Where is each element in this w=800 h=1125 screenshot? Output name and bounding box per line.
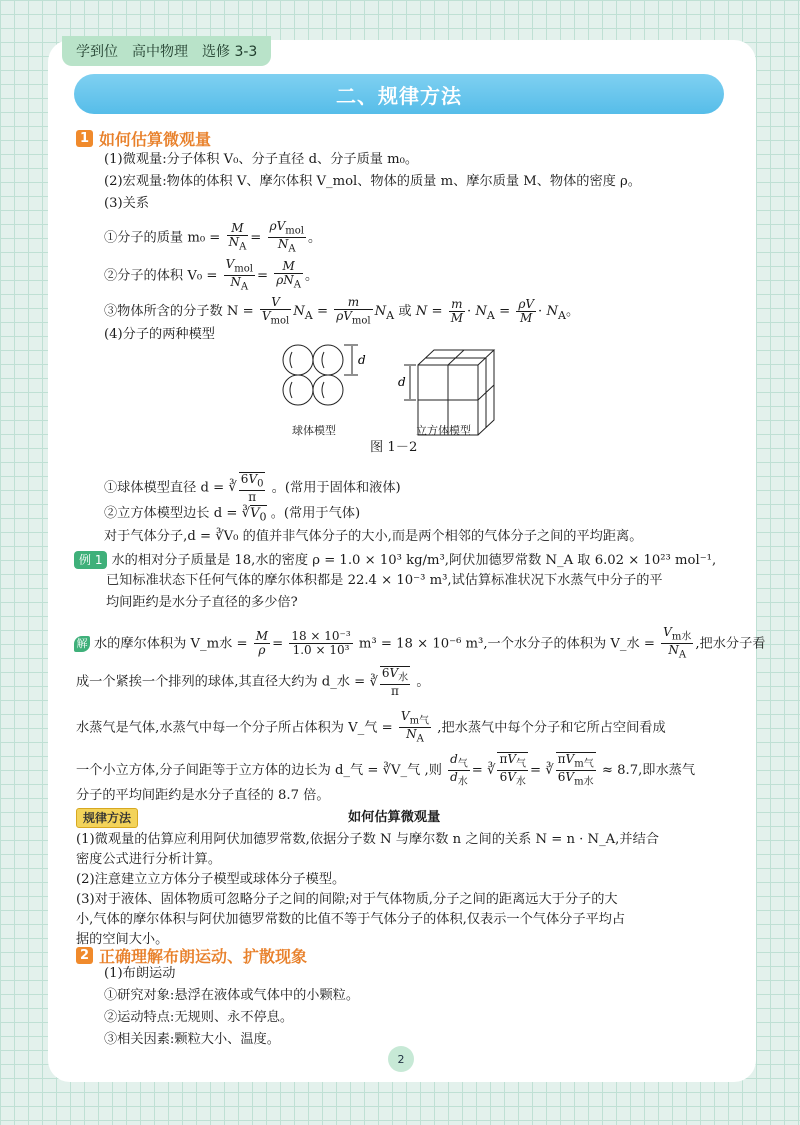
header-subject: 高中物理 bbox=[132, 44, 188, 60]
example-line-1 bbox=[74, 551, 716, 569]
section-2-heading bbox=[76, 944, 307, 967]
figure-caption-cube: 立方体模型 bbox=[416, 424, 471, 437]
sphere-model-diagram bbox=[283, 345, 366, 405]
formula-line-volume: ②分子的体积 V₀ = $\frac{V_{mol}}{N_A}$ = $\frac{M}{\rho N_A}$ 。 bbox=[104, 257, 319, 293]
text-line: 对于气体分子,d = ∛V₀ 的值并非气体分子的大小,而是两个相邻的气体分子之间的平均距离。 bbox=[104, 529, 643, 544]
solution-text: 。 bbox=[416, 674, 430, 690]
formula-label: ②立方体模型边长 d = bbox=[104, 506, 238, 521]
formula-label: ③物体所含的分子数 N = bbox=[104, 304, 254, 320]
section-1-heading bbox=[76, 127, 211, 150]
text-line: (1)微观量:分子体积 V₀、分子直径 d、分子质量 m₀。 bbox=[104, 152, 419, 167]
page-sheet bbox=[48, 40, 766, 1082]
header-book: 选修 3-3 bbox=[202, 44, 258, 60]
solution-line-2: 成一个紧挨一个排列的球体,其直径大约为 d_水 = ∛ $\frac{6V_水}{\pi}$ 。 bbox=[76, 666, 430, 699]
text-line: (2)宏观量:物体的体积 V、摩尔体积 V_mol、物体的质量 m、摩尔质量 M、物体的密度 ρ。 bbox=[104, 174, 641, 189]
svg-text:d: d bbox=[358, 353, 366, 367]
solution-badge: 解 bbox=[74, 636, 90, 652]
banner-title: 二、规律方法 bbox=[336, 83, 462, 108]
formula-label: ②分子的体积 V₀ = bbox=[104, 268, 218, 284]
solution-text: 水的摩尔体积为 V_m水 = bbox=[94, 636, 248, 652]
formula-line-sphere: ①球体模型直径 d = ∛ $\frac{6V_0}{\pi}$ 。(常用于固体和液体) bbox=[104, 472, 401, 505]
page-number: 2 bbox=[388, 1046, 414, 1072]
solution-line-5: 分子的平均间距约是水分子直径的 8.7 倍。 bbox=[76, 788, 330, 803]
example-text: 水的相对分子质量是 18,水的密度 ρ = 1.0 × 10³ kg/m³,阿伏加德罗常数 N_A 取 6.02 × 10²³ mol⁻¹, bbox=[111, 553, 717, 568]
formula-line-cube: ②立方体模型边长 $d = ∛V_0$ 。(常用于气体) bbox=[104, 506, 361, 524]
figure-caption-sphere: 球体模型 bbox=[292, 424, 336, 437]
method-line: (1)微观量的估算应利用阿伏加德罗常数,依据分子数 N 与摩尔数 n 之间的关系 N = n · N_A,并结合 bbox=[76, 832, 659, 847]
method-heading bbox=[76, 808, 138, 828]
text-line: ③相关因素:颗粒大小、温度。 bbox=[104, 1032, 280, 1047]
running-header bbox=[62, 36, 271, 66]
solution-line-3: 水蒸气是气体,水蒸气中每一个分子所占体积为 V_气 = $\frac{V_{m气}}{N_A}$ ,把水蒸气中每个分子和它所占空间看成 bbox=[76, 709, 666, 745]
section-2-number: 2 bbox=[76, 947, 93, 964]
section-2-title: 正确理解布朗运动、扩散现象 bbox=[99, 947, 308, 966]
method-title: 如何估算微观量 bbox=[348, 810, 441, 825]
solution-text: ≈ 8.7,即水蒸气 bbox=[601, 762, 696, 778]
formula-label: ①分子的质量 m₀ = bbox=[104, 230, 221, 246]
method-tag: 规律方法 bbox=[76, 808, 138, 828]
text-line: (3)关系 bbox=[104, 196, 150, 211]
example-line-2: 已知标准状态下任何气体的摩尔体积都是 22.4 × 10⁻³ m³,试估算标准状况下水蒸气中分子的平 bbox=[106, 573, 663, 588]
solution-text: 水蒸气是气体,水蒸气中每一个分子所占体积为 V_气 = bbox=[76, 720, 393, 736]
method-line: 据的空间大小。 bbox=[76, 932, 169, 947]
text-line: (4)分子的两种模型 bbox=[104, 327, 215, 342]
text-line: ②运动特点:无规则、永不停息。 bbox=[104, 1010, 294, 1025]
figure-label: 图 1－2 bbox=[370, 440, 418, 455]
svg-text:d: d bbox=[398, 375, 406, 389]
text-line: ①研究对象:悬浮在液体或气体中的小颗粒。 bbox=[104, 988, 360, 1003]
header-brand: 学到位 bbox=[76, 44, 118, 60]
solution-line-1: 解 水的摩尔体积为 V_m水 = $\frac{M}{\rho}$ = $\frac{\text{18 × 10⁻³}}{\text{1.0 × 10³}}$ m³ = 18 × 10⁻⁶ m³,一个水分子的体积为 V_水 = $\frac{V_{m水}}{N_A}$ ,把水分子看 bbox=[74, 626, 765, 662]
example-badge: 例 1 bbox=[74, 551, 107, 569]
solution-text: ,把水分子看 bbox=[695, 636, 766, 652]
method-line: (3)对于液体、固体物质可忽略分子之间的间隙;对于气体物质,分子之间的距离远大于分子的大 bbox=[76, 892, 618, 907]
solution-text: m³ = 18 × 10⁻⁶ m³,一个水分子的体积为 V_水 = bbox=[358, 636, 655, 652]
solution-line-4: 一个小立方体,分子间距等于立方体的边长为 d_气 = ∛V_气 ,则 $\frac{d_气}{d_水}$ = ∛ $\frac{\pi V_气}{6V_水}$ = ∛ $\frac{\pi V_{m气}}{6V_{m水}}$ ≈ 8.7,即水蒸气 bbox=[76, 751, 696, 788]
method-line: 密度公式进行分析计算。 bbox=[76, 852, 222, 867]
solution-text: 成一个紧挨一个排列的球体,其直径大约为 d_水 = bbox=[76, 674, 366, 690]
solution-text: 一个小立方体,分子间距等于立方体的边长为 d_气 = ∛V_气 ,则 bbox=[76, 762, 442, 778]
section-1-title: 如何估算微观量 bbox=[99, 130, 212, 149]
section-1-number: 1 bbox=[76, 130, 93, 147]
method-line: 小,气体的摩尔体积与阿伏加德罗常数的比值不等于气体分子的体积,仅表示一个气体分子平均占 bbox=[76, 912, 626, 927]
formula-line-mass: ①分子的质量 m₀ = $\frac{M}{N_A}$ = $\frac{\rho V_{mol}}{N_A}$ 。 bbox=[104, 219, 322, 255]
method-line: (2)注意建立立方体分子模型或球体分子模型。 bbox=[76, 872, 346, 887]
formula-label: ①球体模型直径 d = bbox=[104, 480, 225, 496]
formula-line-count: ③物体所含的分子数 N = $\frac{V}{V_{mol}}$ $N_A$ = $\frac{m}{\rho V_{mol}}$ $N_A$ 或 N = $\frac{m}{M}$ · $N_A$ = $\frac{\rho V}{M}$ · $N_A$。 bbox=[104, 295, 580, 327]
example-line-3: 均间距约是水分子直径的多少倍? bbox=[106, 595, 298, 610]
section-banner bbox=[74, 74, 724, 114]
formula-note: 。(常用于气体) bbox=[270, 506, 361, 521]
formula-note: 。(常用于固体和液体) bbox=[271, 480, 401, 496]
solution-text: ,把水蒸气中每个分子和它所占空间看成 bbox=[437, 720, 666, 736]
text-line: (1)布朗运动 bbox=[104, 966, 176, 981]
